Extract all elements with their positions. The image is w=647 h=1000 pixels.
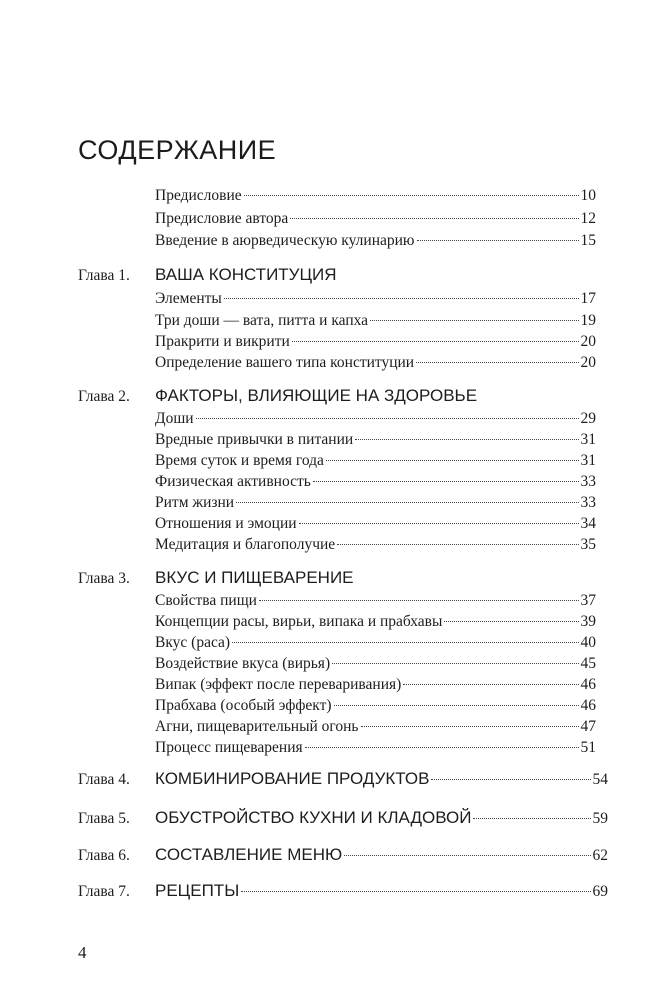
toc-entry-page: 47 [580,718,596,735]
dot-leader [290,218,578,219]
toc-entry [155,311,596,331]
chapter-title: ФАКТОРЫ, ВЛИЯЮЩИЕ НА ЗДОРОВЬЕ [155,386,478,405]
toc-entry-page: 31 [580,452,596,469]
chapter-label: Глава 5. [78,810,130,827]
page-number: 4 [78,943,87,962]
toc-entry-text: Элементы [155,290,222,307]
toc-entry-page: 10 [580,187,596,204]
dot-leader [355,439,578,440]
chapter-heading [78,843,608,867]
dot-leader [196,418,579,419]
chapter-title: ВАША КОНСТИТУЦИЯ [155,265,337,284]
chapter-label: Глава 3. [78,570,130,587]
dot-leader [417,240,579,241]
toc-entry [155,409,596,429]
toc-entry [155,612,596,632]
toc-entry-page: 19 [580,312,596,329]
toc-entry-page: 35 [580,536,596,553]
toc-entry-page: 34 [580,515,596,532]
chapter-heading [78,263,608,287]
toc-entry-text: Процесс пищеварения [155,739,303,756]
toc-entry [155,696,596,716]
toc-entry-page: 17 [580,290,596,307]
toc-entry [155,209,596,229]
toc-entry [155,231,596,251]
toc-entry [155,654,596,674]
toc-entry-page: 37 [580,592,596,609]
dot-leader [232,642,578,643]
dot-leader [259,600,579,601]
toc-entry-text: Физическая активность [155,473,311,490]
toc-entry-text: Предисловие [155,187,242,204]
toc-entry [155,332,596,352]
chapter-label: Глава 2. [78,388,130,405]
dot-leader [236,502,578,503]
toc-entry-page: 15 [580,232,596,249]
dot-leader [361,726,579,727]
toc-entry-page: 20 [580,333,596,350]
chapter-page: 59 [592,810,608,827]
toc-entry-page: 39 [580,613,596,630]
chapter-page: 69 [592,883,608,900]
toc-entry-page: 31 [580,431,596,448]
toc-entry [155,717,596,737]
toc-entry [155,493,596,513]
dot-leader [299,523,579,524]
toc-entry-page: 51 [580,739,596,756]
toc-title: СОДЕРЖАНИЕ [78,135,277,165]
toc-entry-text: Пракрити и викрити [155,333,290,350]
toc-entry-text: Предисловие автора [155,210,289,227]
toc-entry-text: Три доши — вата, питта и капха [155,312,369,329]
dot-leader [326,460,579,461]
dot-leader [337,544,578,545]
dot-leader [244,195,579,196]
dot-leader [431,779,590,780]
dot-leader [444,621,578,622]
chapter-title: ОБУСТРОЙСТВО КУХНИ И КЛАДОВОЙ [155,808,472,827]
chapter-heading [78,566,608,590]
dot-leader [241,891,590,892]
toc-entry-text: Прабхава (особый эффект) [155,697,332,714]
toc-entry-text: Випак (эффект после переваривания) [155,676,402,693]
toc-entry-page: 33 [580,494,596,511]
toc-entry-page: 46 [580,676,596,693]
toc-entry-text: Время суток и время года [155,452,324,469]
dot-leader [332,663,578,664]
toc-entry-text: Медитация и благополучие [155,536,336,553]
chapter-title: РЕЦЕПТЫ [155,881,240,900]
toc-entry-text: Вредные привычки в питании [155,431,354,448]
dot-leader [334,705,579,706]
toc-entry-page: 45 [580,655,596,672]
chapter-label: Глава 1. [78,267,130,284]
dot-leader [224,298,579,299]
toc-entry-text: Отношения и эмоции [155,515,297,532]
chapter-heading [78,384,608,408]
toc-entry-page: 40 [580,634,596,651]
dot-leader [370,320,578,321]
dot-leader [473,818,590,819]
toc-entry-text: Доши [155,410,194,427]
toc-entry [155,738,596,758]
toc-entry [155,633,596,653]
toc-entry [155,353,596,373]
toc-entry-text: Воздействие вкуса (вирья) [155,655,331,672]
chapter-title: СОСТАВЛЕНИЕ МЕНЮ [155,845,343,864]
toc-entry [155,514,596,534]
chapter-label: Глава 4. [78,771,130,788]
chapter-title: КОМБИНИРОВАНИЕ ПРОДУКТОВ [155,769,430,788]
toc-entry-page: 20 [580,354,596,371]
chapter-heading [78,806,608,830]
chapter-page: 62 [592,847,608,864]
chapter-label: Глава 6. [78,847,130,864]
toc-entry [155,591,596,611]
toc-entry [155,289,596,309]
toc-entry-page: 33 [580,473,596,490]
toc-entry [155,472,596,492]
toc-entry-page: 46 [580,697,596,714]
toc-entry-text: Свойства пищи [155,592,257,609]
chapter-heading [78,767,608,791]
toc-entry-text: Концепции расы, вирьи, випака и прабхавы [155,613,443,630]
chapter-page: 54 [592,771,608,788]
toc-entry-text: Определение вашего типа конституции [155,354,415,371]
toc-entry [155,186,596,206]
dot-leader [416,362,578,363]
toc-entry-text: Введение в аюрведическую кулинарию [155,232,415,249]
toc-entry-text: Ритм жизни [155,494,235,511]
toc-entry [155,675,596,695]
toc-entry-text: Вкус (раса) [155,634,231,651]
dot-leader [305,747,579,748]
toc-entry-page: 12 [580,210,596,227]
dot-leader [403,684,578,685]
toc-entry [155,535,596,555]
toc-entry [155,430,596,450]
chapter-heading [78,879,608,903]
dot-leader [292,341,579,342]
toc-entry-page: 29 [580,410,596,427]
dot-leader [313,481,579,482]
chapter-title: ВКУС И ПИЩЕВАРЕНИЕ [155,568,354,587]
chapter-label: Глава 7. [78,883,130,900]
dot-leader [344,855,590,856]
toc-entry-text: Агни, пищеварительный огонь [155,718,359,735]
toc-entry [155,451,596,471]
